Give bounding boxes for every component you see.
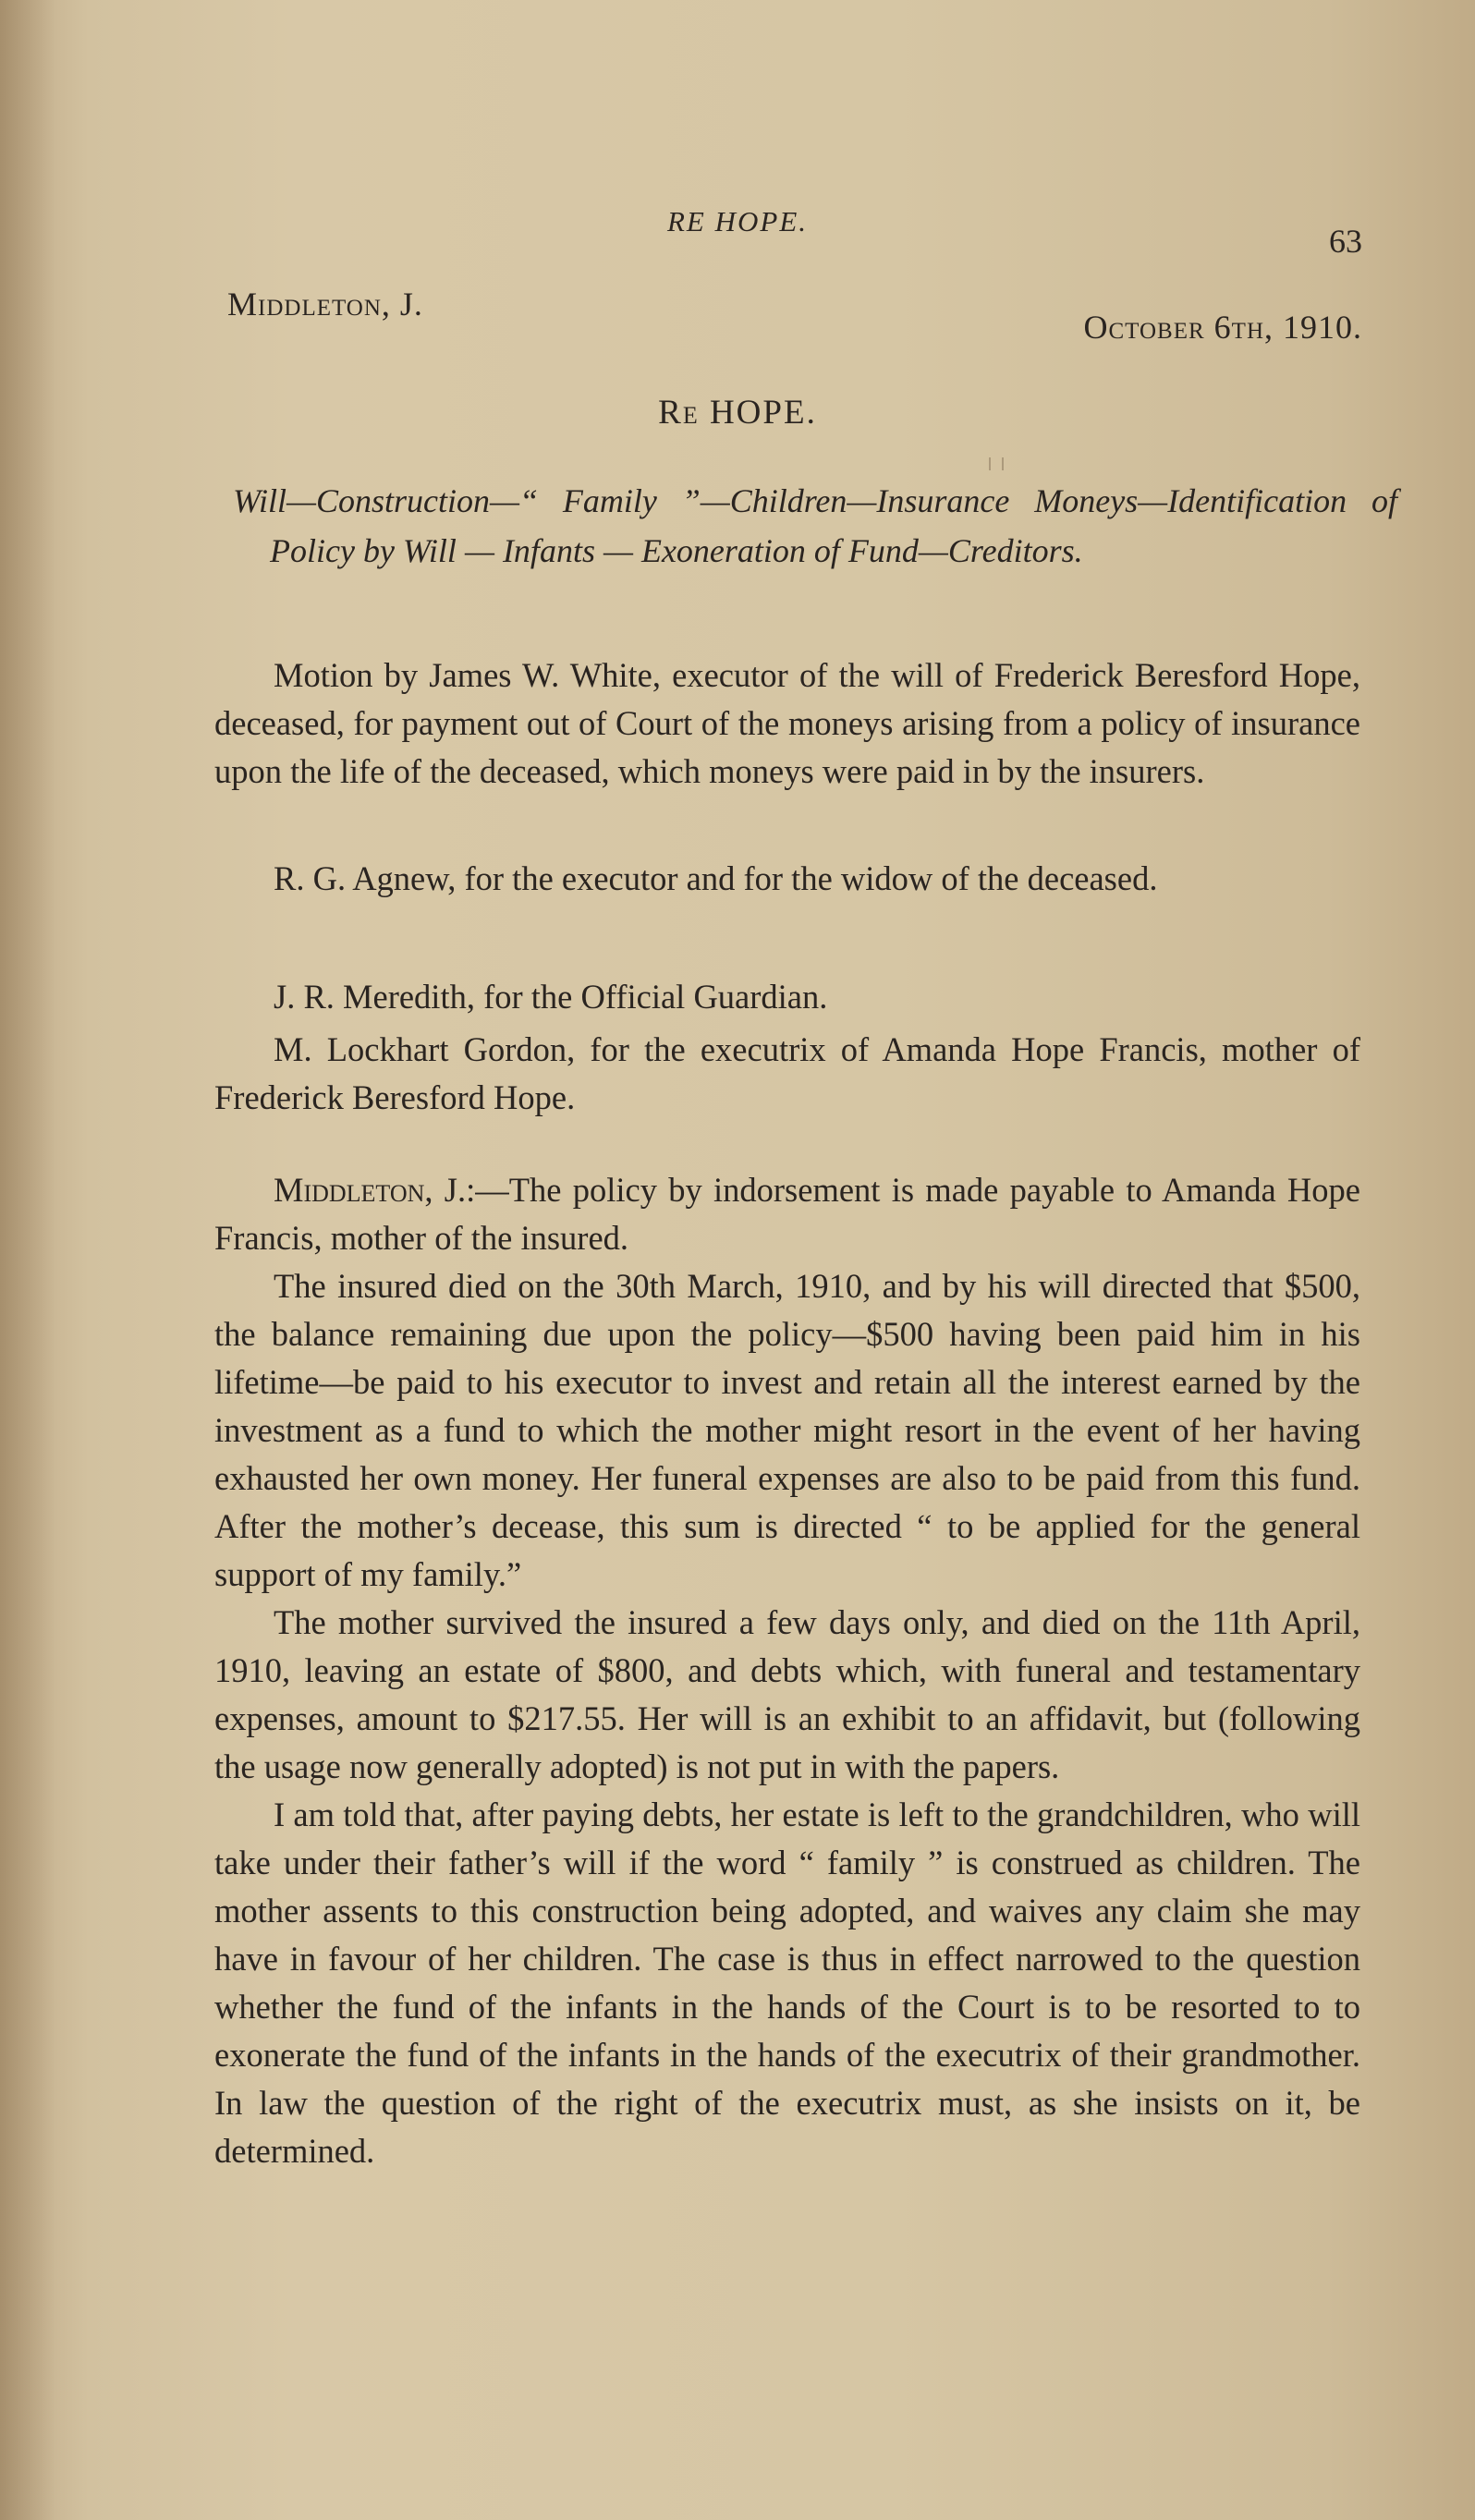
motion-text: Motion by James W. White, executor of the will of Frederick Beresford Hope, deceased, for payment out of Court of the moneys arising from a policy of insurance upon the life of the deceased, which moneys were paid in by the insurers. [214, 656, 1360, 790]
judgment-p1-text: :—The policy by indorsement is made payable to Amanda Hope Francis, mother of the insured. [214, 1171, 1360, 1257]
judgment-paragraph-1 [214, 1166, 1360, 1262]
counsel-text: J. R. Meredith, for the Official Guardian. [274, 978, 828, 1016]
counsel-text: R. G. Agnew, for the executor and for the widow of the deceased. [274, 859, 1158, 897]
judgment-body [214, 1166, 1360, 2175]
counsel-entry [214, 855, 1360, 903]
page-number: 63 [1329, 223, 1362, 260]
running-head: RE HOPE. [666, 205, 809, 237]
counsel-entry [214, 1026, 1360, 1122]
print-mark [989, 457, 1004, 470]
judge-name: Middleton, J. [227, 286, 423, 323]
counsel-text: M. Lockhart Gordon, for the executrix of Amanda Hope Francis, mother of Frederick Beresford Hope. [214, 1030, 1360, 1116]
case-title: Re HOPE. [658, 394, 817, 432]
binding-crease [0, 0, 55, 2520]
judgment-paragraph-2: The insured died on the 30th March, 1910, and by his will directed that $500, the balance remaining due upon the policy—$500 having been paid him in his lifetime—be paid to his executor to invest and retain all the interest earned by the investment as a fund to which the mother might resort in the event of her having exhausted her own money. Her funeral expenses are also to be paid from this fund. After the mother’s decease, this sum is directed “ to be applied for the general support of my family.” [214, 1267, 1360, 1593]
headnote: Will—Construction—“ Family ”—Children—Insurance Moneys—Identification of Policy by Will — Infants — Exoneration of Fund—Creditors. [233, 482, 1397, 569]
judgment-paragraph-4: I am told that, after paying debts, her estate is left to the grandchildren, who will take under their father’s will if the word “ family ” is construed as children. The mother assents to this construction being adopted, and waives any claim she may have in favour of her children. The case is thus in effect narrowed to the question whether the fund of the infants in the hands of the Court is to be resorted to to exonerate the fund of the infants in the hands of the executrix of their grandmother. In law the question of the right of the executrix must, as she insists on it, be determined. [214, 1796, 1360, 2170]
judgment-date: October 6th, 1910. [1083, 309, 1362, 346]
counsel-entry [214, 973, 1360, 1021]
motion-paragraph [214, 651, 1360, 796]
judgment-judge-lead: Middleton, J. [274, 1171, 467, 1209]
judgment-paragraph-3: The mother survived the insured a few days only, and died on the 11th April, 1910, leaving an estate of $800, and debts which, with funeral and testamentary expenses, amount to $217.55. Her will is an exhibit to an affidavit, but (following the usage now generally adopted) is not put in with the papers. [214, 1603, 1360, 1785]
